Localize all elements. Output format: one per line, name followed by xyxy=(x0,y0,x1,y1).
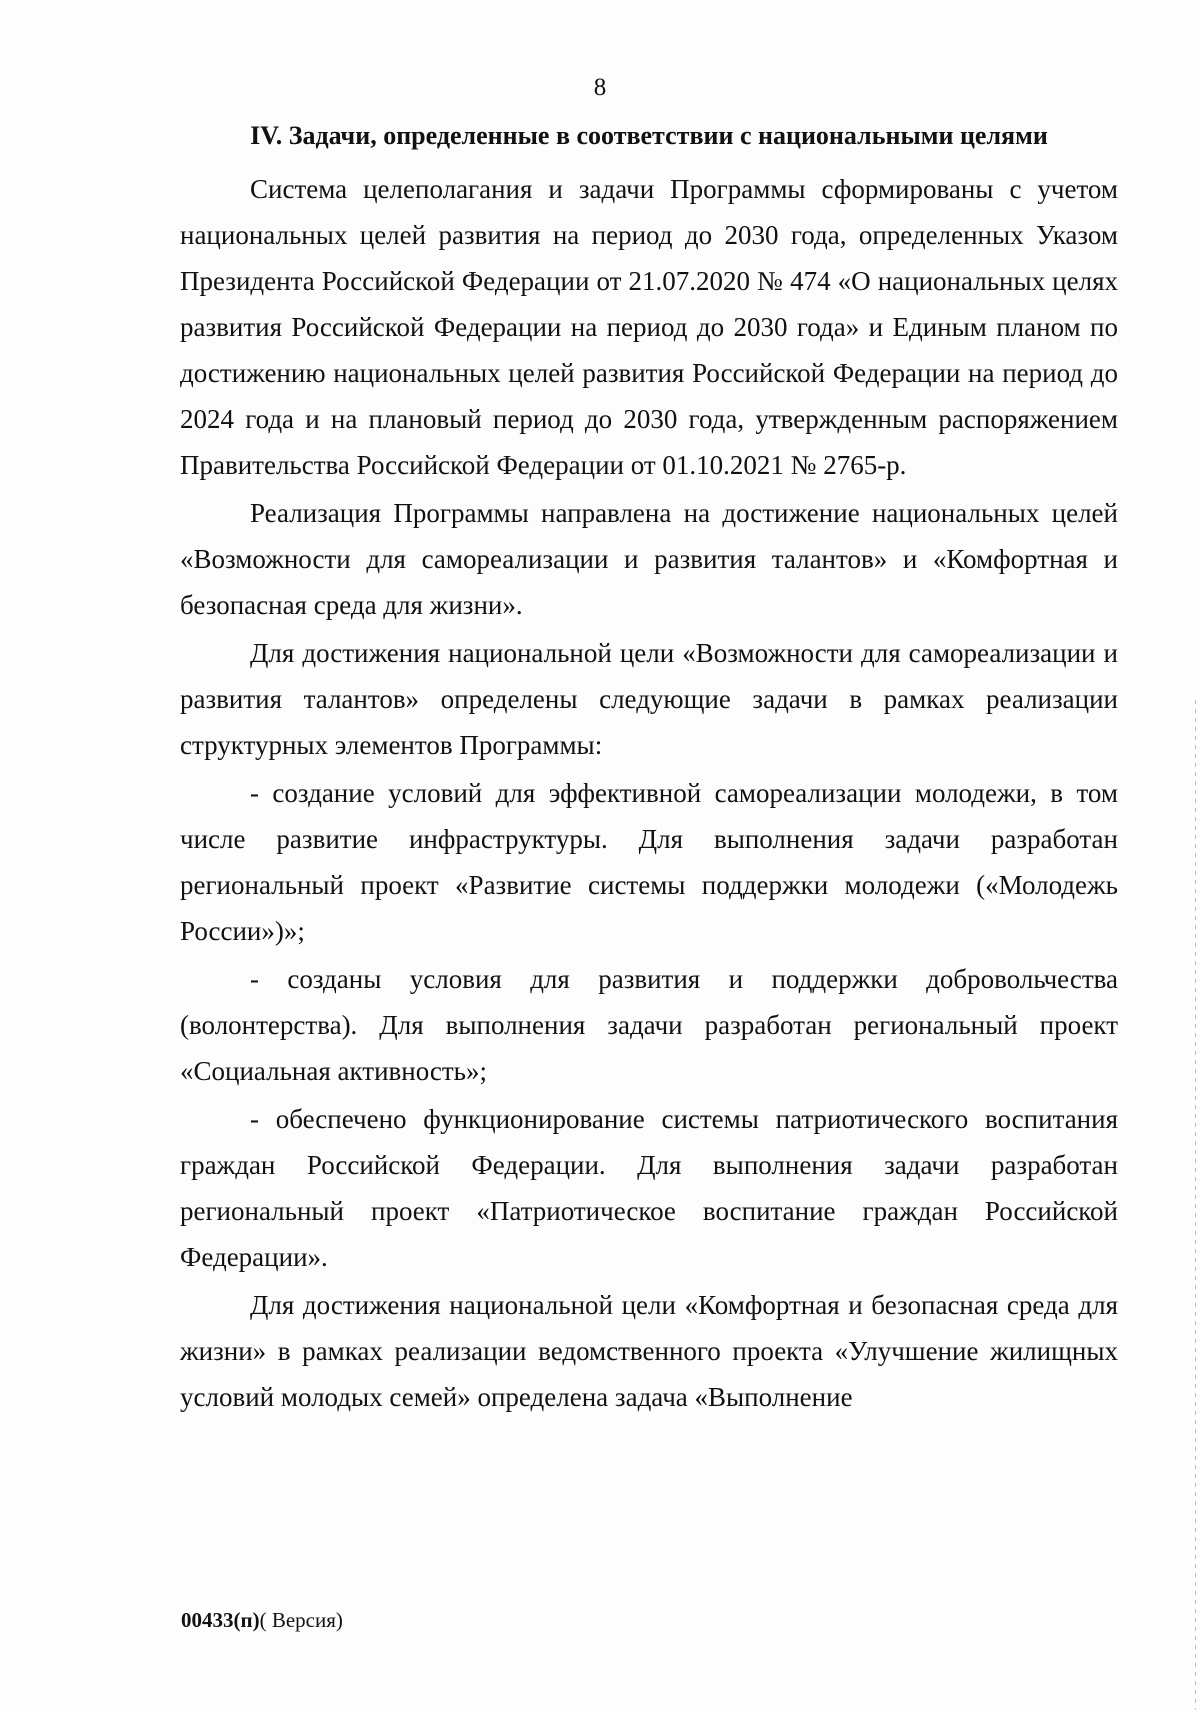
page-number: 8 xyxy=(593,74,607,101)
footer-document-code: 00433(п) xyxy=(181,1608,260,1632)
footer-version: ( Версия) xyxy=(259,1608,343,1632)
section-heading: IV. Задачи, определенные в соответствии с национальными целями xyxy=(250,121,1048,150)
paragraph-goal-system: Система целеполагания и задачи Программы сформированы с учетом национальных целей развития на период до 2030 года, определенных Указом Президента Российской Федерации от 21.07.2020 № 474 «О национальных целях развития Российской Федерации на период до 2030 года» и Единым планом по достижению национальных целей развития Российской Федерации на период до 2024 года и на плановый период до 2030 года, утвержденным распоряжением Правительства Российской Федерации от 01.10.2021 № 2765-р. xyxy=(180,174,1118,480)
list-item-youth-self-realization: - создание условий для эффективной самореализации молодежи, в том числе развитие инфраструктуры. Для выполнения задачи разработан региональный проект «Развитие системы поддержки молодежи («Молодежь России»)»; xyxy=(180,778,1118,946)
paragraph-program-implementation: Реализация Программы направлена на достижение национальных целей «Возможности для самореализации и развития талантов» и «Комфортная и безопасная среда для жизни». xyxy=(180,498,1118,620)
paragraph-comfortable-environment-goal: Для достижения национальной цели «Комфортная и безопасная среда для жизни» в рамках реализации ведомственного проекта «Улучшение жилищных условий молодых семей» определена задача «Выполнение xyxy=(180,1290,1118,1412)
document-footer-code xyxy=(181,1608,343,1633)
paragraph-talent-goal-tasks: Для достижения национальной цели «Возможности для самореализации и развития талантов» определены следующие задачи в рамках реализации структурных элементов Программы: xyxy=(180,638,1118,760)
document-body xyxy=(180,166,1118,1422)
scan-edge-line xyxy=(1195,700,1196,1710)
list-item-patriotic-education: - обеспечено функционирование системы патриотического воспитания граждан Российской Федерации. Для выполнения задачи разработан региональный проект «Патриотическое воспитание граждан Российской Федерации». xyxy=(180,1104,1118,1272)
list-item-volunteering: - созданы условия для развития и поддержки добровольчества (волонтерства). Для выполнения задачи разработан региональный проект «Социальная активность»; xyxy=(180,964,1118,1086)
